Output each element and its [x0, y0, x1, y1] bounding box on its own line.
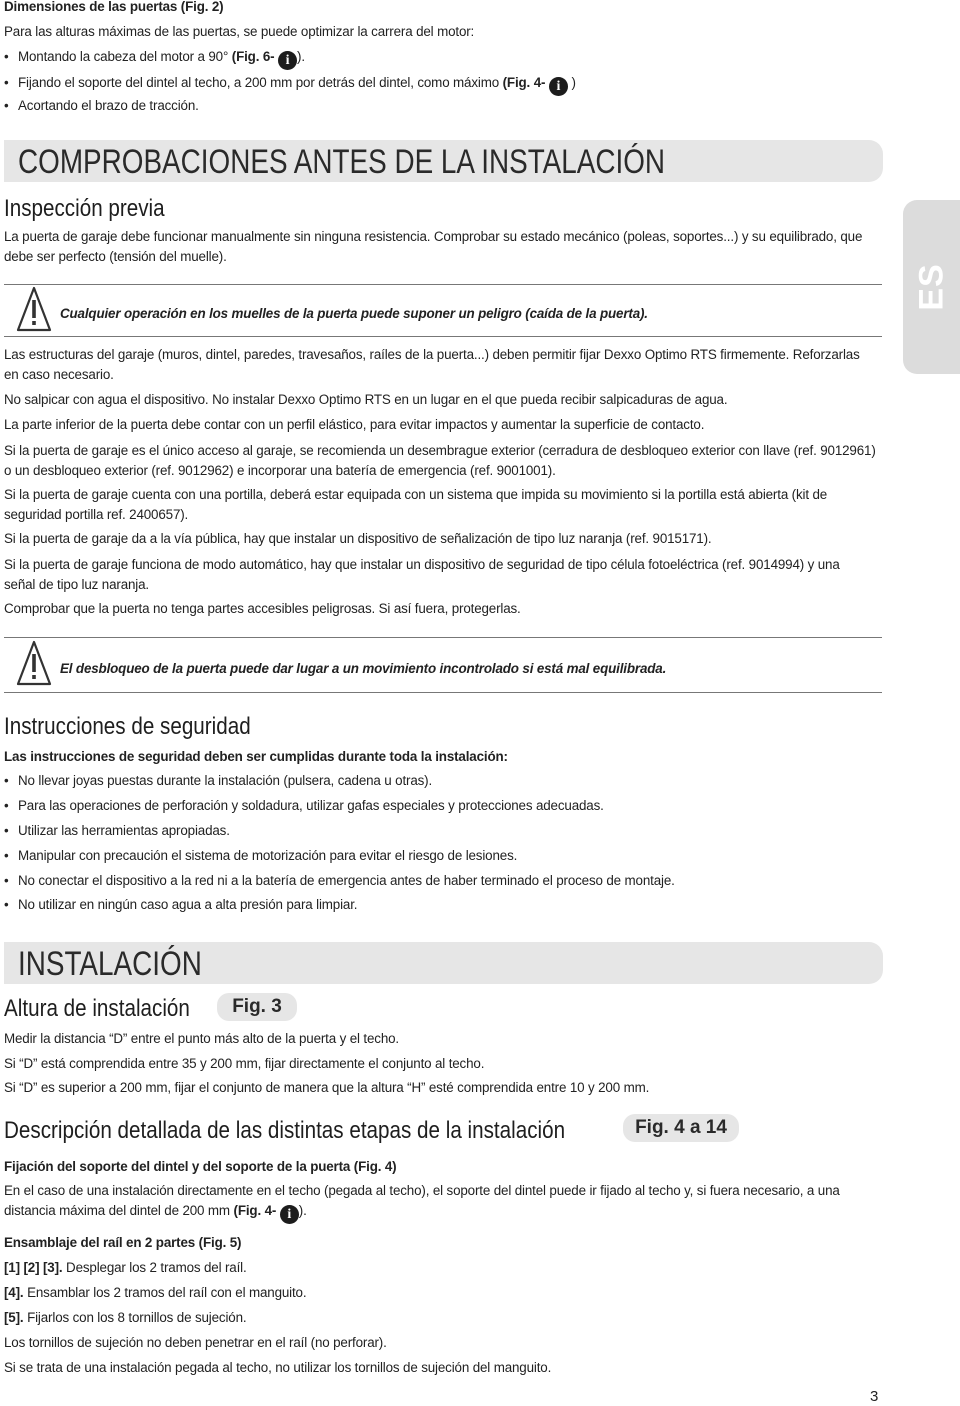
seguridad-item: • No llevar joyas puestas durante la instalación (pulsera, cadena u otras). [18, 772, 432, 790]
fijacion-line2: distancia máxima del dintel de 200 mm (Fig. 4- i ). [4, 1203, 307, 1222]
comprobaciones-banner: COMPROBACIONES ANTES DE LA INSTALACIÓN [4, 140, 883, 182]
fijacion-title: Fijación del soporte del dintel y del soporte de la puerta (Fig. 4) [4, 1159, 397, 1174]
language-tab-es: ES [903, 200, 960, 374]
partes-text: Comprobar que la puerta no tenga partes accesibles peligrosas. Si así fuera, protegerlas. [4, 601, 521, 616]
seguridad-item: • Utilizar las herramientas apropiadas. [18, 822, 230, 840]
altura-title: Altura de instalación [4, 995, 190, 1022]
warning-text-1: Cualquier operación en los muelles de la puerta puede suponer un peligro (caída de la puerta). [60, 306, 648, 321]
instalacion-banner: INSTALACIÓN [4, 942, 883, 984]
fijacion-line1: En el caso de una instalación directamente en el techo (pegada al techo), el soporte del dintel puede ir fijado al techo y, si fuera necesario, a una [4, 1183, 840, 1198]
seguridad-subtitle: Las instrucciones de seguridad deben ser cumplidas durante toda la instalación: [4, 749, 508, 764]
divider [4, 692, 882, 693]
info-icon: i [549, 77, 568, 96]
seguridad-item: • No utilizar en ningún caso agua a alta presión para limpiar. [18, 896, 357, 914]
altura-step-3: Si “D” es superior a 200 mm, fijar el conjunto de manera que la altura “H” esté comprendida entre 10 y 200 mm. [4, 1080, 650, 1095]
seguridad-item: • No conectar el dispositivo a la red ni a la batería de emergencia antes de haber terminado el proceso de montaje. [18, 872, 675, 890]
dimensiones-intro: Para las alturas máximas de las puertas, se puede optimizar la carrera del motor: [4, 24, 475, 39]
perfil-text: La parte inferior de la puerta debe contar con un perfil elástico, para evitar impactos y aumentar la superficie de contacto. [4, 417, 705, 432]
divider [4, 637, 882, 638]
ensamblaje-note-2: Si se trata de una instalación pegada al techo, no utilizar los tornillos de sujeción del manguito. [4, 1360, 552, 1375]
descripcion-fig-label: Fig. 4 a 14 [623, 1114, 739, 1142]
portilla-line2: seguridad portilla ref. 2400657). [4, 507, 189, 522]
acceso-line1: Si la puerta de garaje es el único acceso al garaje, se recomienda un desembrague exterior (cerradura de desbloqueo exterior con llave (ref. 9012961) [4, 443, 876, 458]
portilla-line1: Si la puerta de garaje cuenta con una portilla, deberá estar equipada con un sistema que impida su movimiento si la portilla está abierta (kit de [4, 487, 828, 502]
ensamblaje-note-1: Los tornillos de sujeción no deben penetrar en el raíl (no perforar). [4, 1335, 387, 1350]
divider [4, 336, 882, 337]
ensamblaje-title: Ensamblaje del raíl en 2 partes (Fig. 5) [4, 1235, 242, 1250]
ensamblaje-step: [1] [2] [3]. Desplegar los 2 tramos del raíl. [4, 1260, 247, 1275]
estructuras-line1: Las estructuras del garaje (muros, dintel, paredes, travesaños, raíles de la puerta...) deben permitir fijar Dexxo Optimo RTS firmemente. Reforzarlas [4, 347, 860, 362]
descripcion-title: Descripción detallada de las distintas etapas de la instalación [4, 1117, 566, 1144]
seguridad-item: • Manipular con precaución el sistema de motorización para evitar el riesgo de lesiones. [18, 847, 517, 865]
inspeccion-p1-line1: La puerta de garaje debe funcionar manualmente sin ninguna resistencia. Comprobar su estado mecánico (poleas, soportes...) y su equilibrado, que [4, 229, 863, 244]
warning-text-2: El desbloqueo de la puerta puede dar lugar a un movimiento incontrolado si está mal equilibrada. [60, 661, 667, 676]
acceso-line2: o un desbloqueo exterior (ref. 9012962) e incorporar una batería de emergencia (ref. 9001001). [4, 463, 556, 478]
automatico-line2: señal de tipo luz naranja. [4, 577, 149, 592]
via-publica-text: Si la puerta de garaje da a la vía pública, hay que instalar un dispositivo de señalización de tipo luz naranja (ref. 9015171). [4, 531, 712, 546]
ensamblaje-step: [4]. Ensamblar los 2 tramos del raíl con el manguito. [4, 1285, 307, 1300]
altura-fig-label: Fig. 3 [217, 993, 297, 1021]
altura-step-1: Medir la distancia “D” entre el punto más alto de la puerta y el techo. [4, 1031, 399, 1046]
inspeccion-title: Inspección previa [4, 195, 165, 222]
seguridad-item: • Para las operaciones de perforación y soldadura, utilizar gafas especiales y protecciones adecuadas. [18, 797, 604, 815]
info-icon: i [280, 1205, 299, 1224]
warning-icon [16, 640, 52, 688]
divider [4, 284, 882, 285]
estructuras-line2: en caso necesario. [4, 367, 114, 382]
ensamblaje-step: [5]. Fijarlos con los 8 tornillos de sujeción. [4, 1310, 247, 1325]
dimensiones-bullet-2: • Fijando el soporte del dintel al techo, a 200 mm por detrás del dintel, como máximo (Fig. 4- i ) [18, 74, 576, 96]
seguridad-title: Instrucciones de seguridad [4, 713, 251, 740]
warning-icon [16, 286, 52, 334]
dimensiones-title: Dimensiones de las puertas (Fig. 2) [4, 0, 224, 14]
info-icon: i [278, 51, 297, 70]
inspeccion-p1-line2: debe ser perfecto (tensión del muelle). [4, 249, 227, 264]
salpicar-text: No salpicar con agua el dispositivo. No instalar Dexxo Optimo RTS en un lugar en el que pueda recibir salpicaduras de agua. [4, 392, 728, 407]
altura-step-2: Si “D” está comprendida entre 35 y 200 mm, fijar directamente el conjunto al techo. [4, 1056, 485, 1071]
dimensiones-bullet-3: • Acortando el brazo de tracción. [18, 97, 199, 115]
dimensiones-bullet-1: • Montando la cabeza del motor a 90° (Fig. 6- i ). [18, 48, 305, 70]
automatico-line1: Si la puerta de garaje funciona de modo automático, hay que instalar un dispositivo de seguridad de tipo célula fotoeléctrica (ref. 9014994) y una [4, 557, 840, 572]
page-number: 3 [870, 1388, 879, 1405]
